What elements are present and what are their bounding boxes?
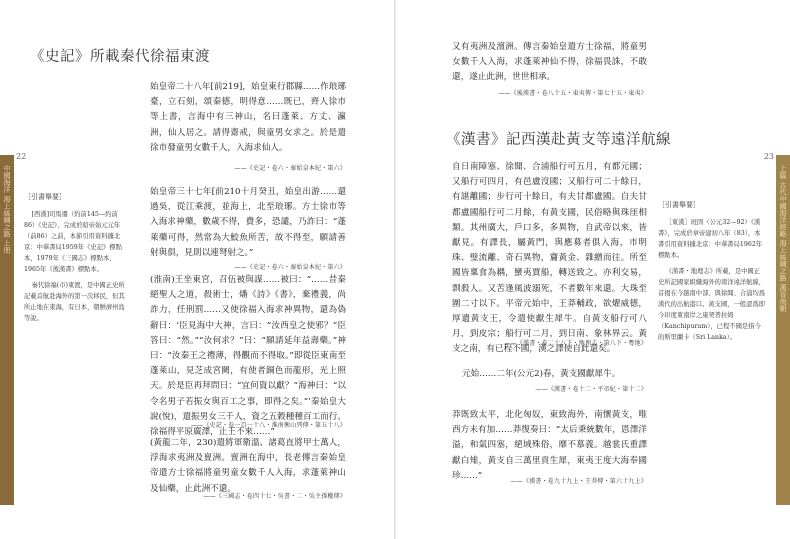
sidebar-left bbox=[24, 192, 128, 329]
top-quote: 又有夷洲及澶洲。傳言秦始皇遣方士徐福，將童男女數千人入海，求蓬萊神仙不得，徐福畏誅，不敢還，遂止此洲，世世相承。 bbox=[452, 42, 647, 83]
sidebar-para-right-1: ［東漢］班固（公元32—92）《漢書》，完成於章帝建初八年（83），本書引用資料據北京：中華書局1962年標點本。 bbox=[658, 219, 763, 259]
sidebar-para-right-2: 《漢書・地理志》所載，是中國正史所記國家組織海外的南洋遠洋航線，首揭在今越南中部、與徐聞、合浦均爲漢代的出航港口。黃支國，一般認爲即今印度東南岸之康契普拉姆（Kanchipuram），已程不國是指今的斯里蘭卡（Sri Lanka）。 bbox=[658, 268, 766, 341]
sidebar-right bbox=[658, 200, 766, 348]
quote-2: 始皇帝三十七年[前210十月癸丑，始皇出游……還過吳，從江乘渡，並海上，北至琅琊。方士徐市等入海求神藥，數歲不得，費多，恐譴，乃詐曰：“蓬萊藥可得，然常為大鮫魚所苦，故不得至，願請善射與俱，見則以連弩射之。” bbox=[150, 187, 346, 258]
han-quote-2-source: ——《漢書・卷十二・平帝紀・第十二》 bbox=[535, 386, 647, 393]
sidebar-para-left-2: 秦代徐福(市)東渡，是中國正史所記載首航赴海外的第一次移民，但其所止地在東海，有日本、朝鮮濟州島等說。 bbox=[24, 282, 125, 322]
sidebar-para-left-1: [西漢]司馬遷（約前145—約前86）《史記》，完成於昭帝始元元年（前86）之前，本節引用資料據北京：中華書局1959年《史記》標點本，1979年《三國志》標點本，1965年《後漢書》標點本。 bbox=[24, 211, 122, 273]
quote-3-source: ——《史記・卷一百一十八・淮南衡山列傳・第五十八》 bbox=[190, 422, 346, 429]
sidebar-heading-left: ［引書舉要］ bbox=[24, 193, 66, 201]
han-quote-3: 莽既致太平，北化匈奴，東致海外，南懷黃支，唯西方未有加……莽復奏曰：“太后秉統數年，恩澤洋溢，和氣四塞，絕域殊俗，靡不慕義。越裳氏重譯獻白雉，黃支自三萬里貢生犀，東夷王度大海奉國珍……” bbox=[452, 410, 647, 481]
right-decorative-band bbox=[776, 155, 790, 505]
han-quote-1-source: ——《漢書・卷二十八下・地理志・第八下・粵地》 bbox=[504, 340, 647, 347]
section-title-right: 《漢書》記西漢赴黃支等遠洋航線 bbox=[446, 132, 671, 148]
quote-4-source: ——《三國志・卷四十七・吳書・二・吳主孫權傳》 bbox=[203, 493, 346, 500]
quote-3: (淮南)王坐東宮，召伍被與謀……被曰：“……昔秦絕聖人之道，殺術士，燔《詩》《書》，棄禮義，尚詐力，任刑罰……又使徐福入海求神異物，還為偽辭曰：‘臣見海中大神，言曰：“汝西皇之使邪？”臣答曰：“然。”“汝何求？”曰：“願請延年益壽藥。”神曰：“汝秦王之禮薄，得觀而不得取。”即從臣東南至蓬萊山，見芝成宮闕，有使者銅色而龍形，光上照天。於是臣再拜問曰：“宜何資以獻？”海神曰：“以令名男子若振女與百工之事，即得之矣。”’秦始皇大說(悅)，遣振男女三千人，資之五穀種種百工而行。徐福得平原廣澤，止王不來……” bbox=[150, 275, 346, 438]
quote-4: (黃龍二年，230)遣將軍衛溫、諸葛直將甲士萬人，浮海求夷洲及亶洲。亶洲在海中，長老傳言秦始皇帝遣方士徐福將童男童女數千人入海，求蓬萊神山及仙藥，止此洲不還。 bbox=[150, 438, 346, 494]
han-quote-1: 自日南障塞、徐聞、合浦船行可五月，有都元國；又船行可四月，有邑盧沒國；又船行可二十餘日，有諶離國；步行可十餘日，有夫甘都盧國。自夫甘都盧國船行可二月餘，有黃支國，民俗略與珠厓相類。其州廣大，戶口多，多異物，自武帝以來，皆獻見。有譯長，屬黃門，與應募者俱入海，市明珠、璧流離、奇石異物，齎黃金、雜繒而往。所至國皆稟食為耦，蠻夷賈船，轉送致之。亦利交易，剽殺人。又苦逢風波溺死，不者數年來還。大珠至圍二寸以下。平帝元始中，王莽輔政，欲燿威德，厚遺黃支王，令遣使獻生犀牛。自黃支船行可八月，到皮宗；船行可二月，到日南、象林界云。黃支之南，有已程不國，漢之譯使自此還矣。 bbox=[452, 162, 647, 355]
quote-1-source: ——《史記・卷六・秦始皇本紀・第六》 bbox=[234, 165, 346, 172]
page-number-right: 23 bbox=[763, 152, 774, 161]
left-page bbox=[0, 0, 394, 539]
right-page bbox=[396, 0, 790, 539]
band-text-right: 上篇 古代中國海洋經略 海上絲綢之路 漢晉南朝 bbox=[779, 165, 787, 312]
quote-1: 始皇帝二十八年[前219]，始皇東行郡縣……作琅琊臺，立石刻，頌秦德，明得意……既已，齊人徐市等上書，言海中有三神山，名曰蓬萊、方丈、瀛洲，仙人居之。請得齋戒，與童男女求之。於是遣徐市發童男女數千人，入海求仙人。 bbox=[150, 82, 346, 153]
sidebar-heading-right: ［引書舉要］ bbox=[658, 201, 700, 209]
band-text-left: 中國海洋 海上絲綢之路 上冊 bbox=[3, 165, 11, 254]
han-quote-2: 元始……二年(公元2)春，黃支國獻犀牛。 bbox=[462, 369, 621, 379]
left-decorative-band bbox=[0, 155, 14, 505]
page-number-left: 22 bbox=[16, 152, 27, 161]
han-quote-3-source: ——《漢書・卷九十九上・王莽傳・第六十九上》 bbox=[510, 478, 647, 485]
top-quote-source: ——《後漢書・卷八十五・東夷傳・第七十五・東夷》 bbox=[498, 90, 647, 97]
quote-2-source: ——《史記・卷六・秦始皇本紀・第六》 bbox=[234, 264, 346, 271]
section-title-left: 《史記》所載秦代徐福東渡 bbox=[30, 49, 210, 65]
